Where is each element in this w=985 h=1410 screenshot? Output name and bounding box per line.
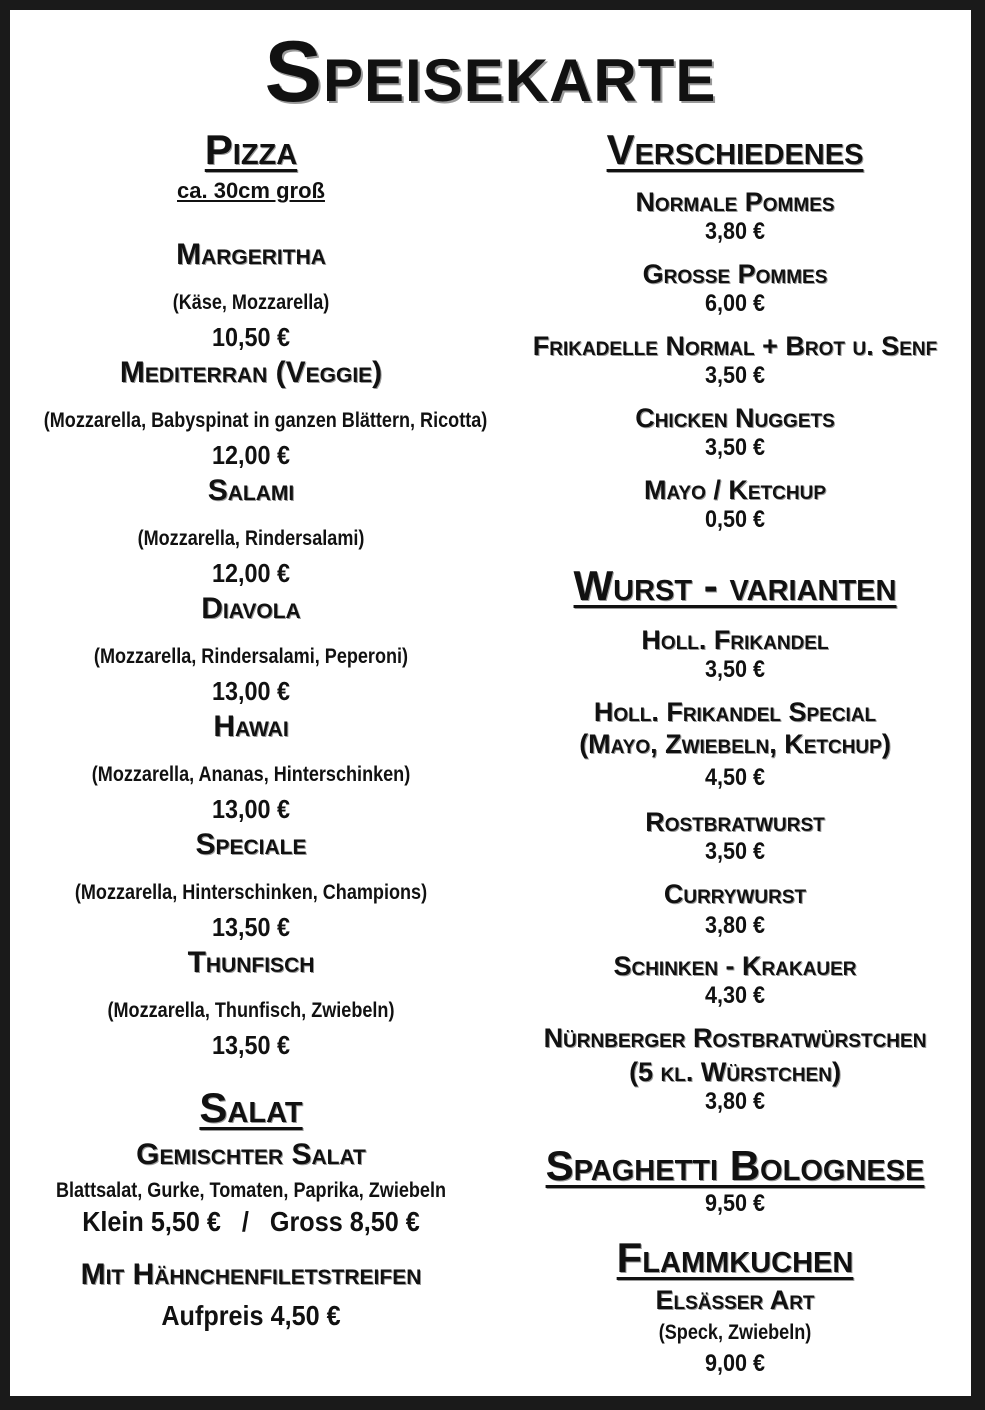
wurst-item-name: Schinken - Krakauer [613, 951, 857, 981]
wurst-item-name: Holl. Frikandel Special [593, 697, 877, 727]
misc-item-price: 3,50 € [704, 362, 766, 389]
wurst-item-name: Holl. Frikandel [641, 625, 829, 655]
verschiedenes-heading: Verschiedenes [606, 126, 864, 173]
misc-item-name: Grosse Pommes [642, 259, 828, 289]
pizza-item-name: Hawai [213, 710, 289, 743]
flammkuchen-heading: Flammkuchen [616, 1234, 854, 1281]
pizza-item-desc: (Käse, Mozzarella) [172, 291, 330, 314]
misc-item-price: 3,80 € [704, 218, 766, 245]
pizza-item-name: Margeritha [176, 238, 326, 271]
wurst-item-price: 3,50 € [704, 656, 766, 683]
menu-page [10, 10, 971, 1396]
wurst-item-name: Rostbratwurst [645, 807, 825, 837]
salat-extra-price: Aufpreis 4,50 € [161, 1300, 341, 1331]
wurst-item-price: 3,80 € [704, 912, 766, 939]
pizza-item-name: Mediterran (Veggie) [119, 356, 383, 389]
flammkuchen-price: 9,00 € [704, 1350, 766, 1377]
wurst-item-sub: (Mayo, Zwiebeln, Ketchup) [579, 729, 891, 759]
wurst-item-price: 4,30 € [704, 982, 766, 1009]
spaghetti-heading: Spaghetti Bolognese [545, 1142, 925, 1189]
pizza-item-desc: (Mozzarella, Hinterschinken, Champions) [74, 881, 428, 904]
salat-extra-name: Mit Hähnchenfiletstreifen [80, 1258, 422, 1291]
salat-desc: Blattsalat, Gurke, Tomaten, Paprika, Zwiebeln [55, 1179, 447, 1202]
pizza-item-price: 13,50 € [211, 912, 291, 942]
pizza-heading: Pizza [204, 126, 298, 173]
page-title: Speisekarte [264, 24, 717, 120]
pizza-item-desc: (Mozzarella, Rindersalami, Peperoni) [93, 645, 409, 668]
wurst-item-name: Nürnberger Rostbratwürstchen [543, 1023, 927, 1053]
misc-item-name: Frikadelle Normal + Brot u. Senf [532, 331, 938, 361]
pizza-item-desc: (Mozzarella, Thunfisch, Zwiebeln) [107, 999, 395, 1022]
pizza-item-desc: (Mozzarella, Ananas, Hinterschinken) [91, 763, 411, 786]
wurst-item-price: 3,80 € [704, 1088, 766, 1115]
pizza-item-name: Thunfisch [187, 946, 315, 979]
wurst-item-name: Currywurst [663, 879, 807, 909]
pizza-item-price: 12,00 € [211, 440, 291, 470]
misc-item-name: Mayo / Ketchup [643, 475, 827, 505]
pizza-item-price: 13,50 € [211, 1030, 291, 1060]
salat-name: Gemischter Salat [136, 1138, 366, 1171]
pizza-item-name: Salami [207, 474, 295, 507]
pizza-item-name: Speciale [195, 828, 307, 861]
wurst-item-price: 4,50 € [704, 764, 766, 791]
spaghetti-price: 9,50 € [704, 1190, 766, 1217]
pizza-item-desc: (Mozzarella, Babyspinat in ganzen Blättern, Ricotta) [43, 409, 488, 432]
wurst-heading: Wurst - varianten [573, 562, 897, 609]
misc-item-price: 0,50 € [704, 506, 766, 533]
pizza-item-price: 10,50 € [211, 322, 291, 352]
pizza-size-note: ca. 30cm groß [177, 178, 325, 203]
wurst-item-price: 3,50 € [704, 838, 766, 865]
salat-prices: Klein 5,50 € / Gross 8,50 € [82, 1206, 420, 1237]
pizza-item-desc: (Mozzarella, Rindersalami) [137, 527, 365, 550]
flammkuchen-name: Elsässer Art [655, 1285, 815, 1315]
pizza-item-price: 13,00 € [211, 676, 291, 706]
pizza-item-name: Diavola [201, 592, 301, 625]
misc-item-price: 3,50 € [704, 434, 766, 461]
misc-item-name: Chicken Nuggets [635, 403, 835, 433]
pizza-item-price: 13,00 € [211, 794, 291, 824]
misc-item-price: 6,00 € [704, 290, 766, 317]
pizza-item-price: 12,00 € [211, 558, 291, 588]
misc-item-name: Normale Pommes [635, 187, 835, 217]
wurst-item-sub: (5 kl. Würstchen) [629, 1057, 841, 1087]
flammkuchen-desc: (Speck, Zwiebeln) [658, 1321, 812, 1344]
salat-heading: Salat [199, 1084, 303, 1131]
